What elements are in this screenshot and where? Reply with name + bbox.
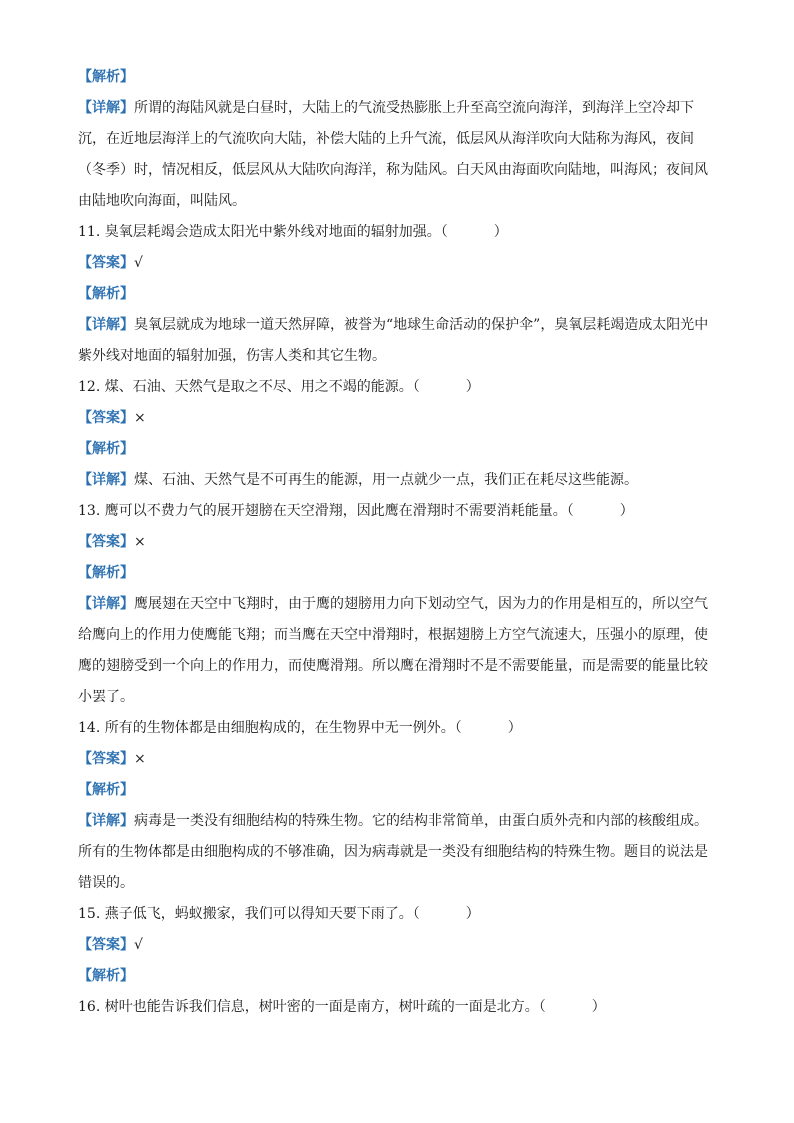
question-text-q13: 13. 鹰可以不费力气的展开翅膀在天空滑翔，因此鹰在滑翔时不需要消耗能量。 [78, 503, 567, 519]
analysis-heading-q10 [78, 62, 718, 93]
detail-label: 【详解】 [78, 813, 134, 829]
analysis-label: 【解析】 [78, 565, 134, 581]
detail-text-q10: 所谓的海陆风就是白昼时，大陆上的气流受热膨胀上升至高空流向海洋，到海洋上空冷却下沉，在近地层海洋上的气流吹向大陆，补偿大陆的上升气流，低层风从海洋吹向大陆称为海风，夜间（冬季）时，情况相反，低层风从大陆吹向海洋，称为陆风。白天风由海面吹向陆地，叫海风；夜间风由陆地吹向海面，叫陆风。 [78, 100, 708, 209]
analysis-heading-q11 [78, 279, 718, 310]
close-paren: ） [591, 999, 606, 1015]
detail-text-q12: 煤、石油、天然气是不可再生的能源，用一点就少一点，我们正在耗尽这些能源。 [134, 472, 638, 488]
detail-text-q11: 臭氧层就成为地球一道天然屏障，被誉为“地球生命活动的保护伞”，臭氧层耗竭造成太阳光中紫外线对地面的辐射加强，伤害人类和其它生物。 [78, 317, 709, 364]
open-paren: （ [440, 224, 448, 240]
open-paren: （ [412, 906, 420, 922]
analysis-label: 【解析】 [78, 69, 134, 85]
question-q15 [78, 899, 718, 930]
open-paren: （ [454, 720, 462, 736]
question-text-q12: 12. 煤、石油、天然气是取之不尽、用之不竭的能源。 [78, 379, 413, 395]
answer-line-q12 [78, 403, 718, 434]
question-q11 [78, 217, 718, 248]
detail-label: 【详解】 [78, 317, 134, 333]
answer-label: 【答案】 [78, 534, 134, 550]
close-paren: ） [465, 906, 480, 922]
question-text-q16: 16. 树叶也能告诉我们信息，树叶密的一面是南方，树叶疏的一面是北方。 [78, 999, 539, 1015]
analysis-label: 【解析】 [78, 782, 134, 798]
detail-label: 【详解】 [78, 100, 134, 116]
answer-line-q13 [78, 527, 718, 558]
question-q16 [78, 992, 718, 1023]
detail-text-q13: 鹰展翅在天空中飞翔时，由于鹰的翅膀用力向下划动空气，因为力的作用是相互的，所以空气给鹰向上的作用力使鹰能飞翔；而当鹰在天空中滑翔时，根据翅膀上方空气流速大，压强小的原理，使鹰的翅膀受到一个向上的作用力，而使鹰滑翔。所以鹰在滑翔时不是不需要能量，而是需要的能量比较小罢了。 [78, 596, 708, 705]
answer-line-q15 [78, 930, 718, 961]
analysis-heading-q13 [78, 558, 718, 589]
answer-line-q11 [78, 248, 718, 279]
close-paren: ） [493, 224, 508, 240]
analysis-label: 【解析】 [78, 286, 134, 302]
detail-paragraph-q13 [78, 589, 718, 713]
answer-label: 【答案】 [78, 937, 134, 953]
question-text-q15: 15. 燕子低飞，蚂蚁搬家，我们可以得知天要下雨了。 [78, 906, 413, 922]
question-text-q14: 14. 所有的生物体都是由细胞构成的，在生物界中无一例外。 [78, 720, 455, 736]
open-paren: （ [412, 379, 420, 395]
answer-value-q13: × [134, 534, 146, 550]
detail-label: 【详解】 [78, 472, 134, 488]
analysis-heading-q12 [78, 434, 718, 465]
analysis-heading-q15 [78, 961, 718, 992]
detail-paragraph-q14 [78, 806, 718, 899]
answer-value-q14: × [134, 751, 146, 767]
analysis-heading-q14 [78, 775, 718, 806]
analysis-label: 【解析】 [78, 968, 134, 984]
detail-text-q14: 病毒是一类没有细胞结构的特殊生物。它的结构非常简单，由蛋白质外壳和内部的核酸组成。所有的生物体都是由细胞构成的不够准确，因为病毒就是一类没有细胞结构的特殊生物。题目的说法是错误的。 [78, 813, 708, 891]
answer-line-q14 [78, 744, 718, 775]
answer-label: 【答案】 [78, 751, 134, 767]
detail-paragraph-q11 [78, 310, 718, 372]
close-paren: ） [619, 503, 634, 519]
open-paren: （ [538, 999, 546, 1015]
close-paren: ） [465, 379, 480, 395]
question-text-q11: 11. 臭氧层耗竭会造成太阳光中紫外线对地面的辐射加强。 [78, 224, 441, 240]
answer-value-q11: √ [134, 255, 143, 271]
detail-label: 【详解】 [78, 596, 134, 612]
answer-value-q15: √ [134, 937, 143, 953]
question-q14 [78, 713, 718, 744]
answer-value-q12: × [134, 410, 146, 426]
analysis-label: 【解析】 [78, 441, 134, 457]
document-page [78, 62, 718, 1023]
question-q13 [78, 496, 718, 527]
close-paren: ） [507, 720, 522, 736]
answer-label: 【答案】 [78, 410, 134, 426]
open-paren: （ [566, 503, 574, 519]
detail-paragraph-q10 [78, 93, 718, 217]
question-q12 [78, 372, 718, 403]
detail-paragraph-q12 [78, 465, 718, 496]
answer-label: 【答案】 [78, 255, 134, 271]
